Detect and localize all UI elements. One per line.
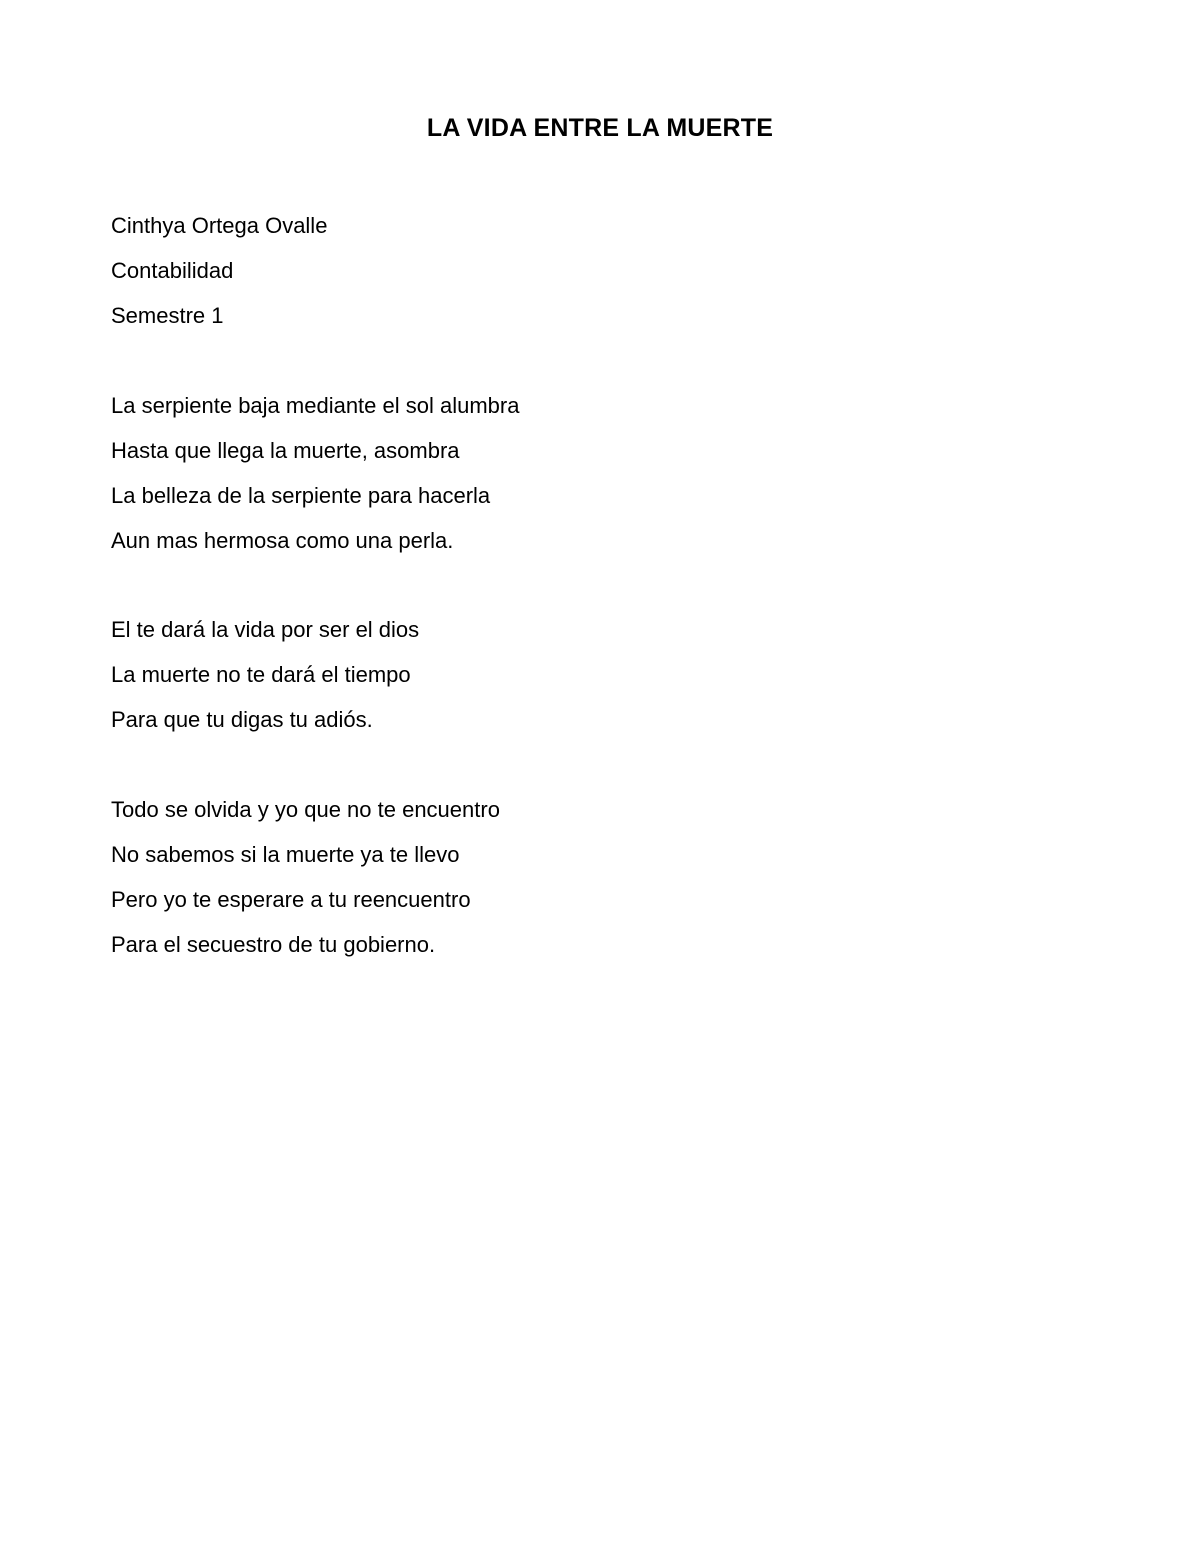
verse-line: El te dará la vida por ser el dios	[111, 617, 420, 642]
author-semester: Semestre 1	[111, 303, 224, 328]
stanza-1	[111, 383, 519, 563]
verse-line: La serpiente baja mediante el sol alumbra	[111, 393, 520, 418]
author-program: Contabilidad	[111, 258, 234, 283]
verse-line: No sabemos si la muerte ya te llevo	[111, 842, 460, 867]
author-name: Cinthya Ortega Ovalle	[111, 213, 328, 238]
page-title: LA VIDA ENTRE LA MUERTE	[426, 114, 774, 142]
stanza-3	[111, 787, 500, 967]
verse-line: Para que tu digas tu adiós.	[111, 707, 373, 732]
author-info	[111, 203, 327, 338]
verse-line: Pero yo te esperare a tu reencuentro	[111, 887, 471, 912]
verse-line: Aun mas hermosa como una perla.	[111, 528, 454, 553]
verse-line: La belleza de la serpiente para hacerla	[111, 483, 491, 508]
verse-line: Todo se olvida y yo que no te encuentro	[111, 797, 500, 822]
stanza-2	[111, 607, 419, 742]
verse-line: Para el secuestro de tu gobierno.	[111, 932, 436, 957]
verse-line: La muerte no te dará el tiempo	[111, 662, 411, 687]
verse-line: Hasta que llega la muerte, asombra	[111, 438, 460, 463]
